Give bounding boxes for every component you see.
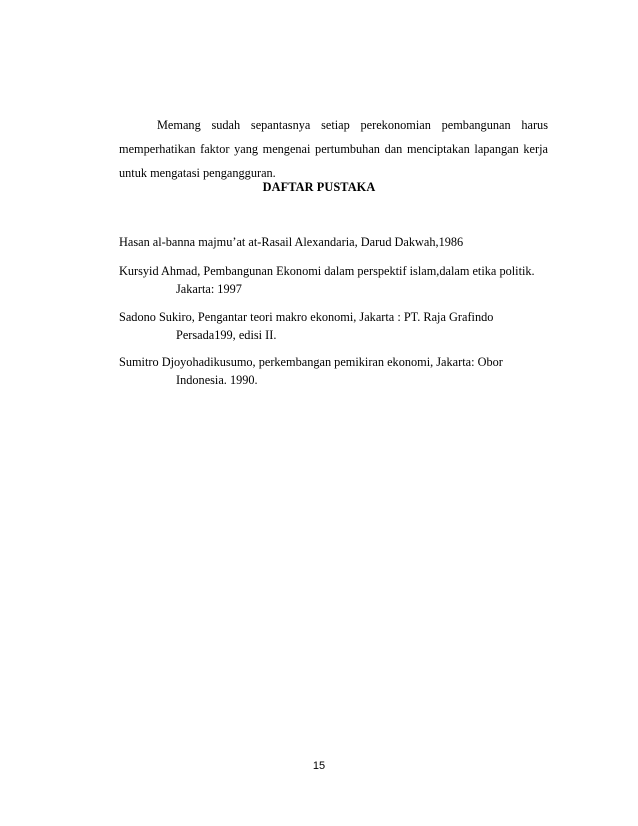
paragraph-line-1: Memang sudah sepantasnya setiap perekonomian pembangunan harus: [157, 118, 548, 132]
page-number: 15: [312, 760, 326, 772]
reference-line-1: Kursyid Ahmad, Pembangunan Ekonomi dalam perspektif islam,dalam etika politik.: [119, 264, 535, 278]
reference-line-2: Jakarta: 1997: [176, 282, 242, 296]
paragraph-line-2: memperhatikan faktor yang mengenai pertumbuhan dan menciptakan lapangan kerja: [119, 142, 548, 156]
reference-line-2: Indonesia. 1990.: [176, 373, 258, 387]
reference-line-1: Sumitro Djoyohadikusumo, perkembangan pemikiran ekonomi, Jakarta: Obor: [119, 355, 503, 369]
paragraph-line-3: untuk mengatasi pengangguran.: [119, 166, 276, 180]
reference-line-1: Hasan al-banna majmu’at at-Rasail Alexandaria, Darud Dakwah,1986: [119, 235, 464, 249]
reference-line-1: Sadono Sukiro, Pengantar teori makro ekonomi, Jakarta : PT. Raja Grafindo: [119, 310, 494, 324]
section-heading: DAFTAR PUSTAKA: [262, 180, 376, 194]
reference-line-2: Persada199, edisi II.: [176, 328, 277, 342]
